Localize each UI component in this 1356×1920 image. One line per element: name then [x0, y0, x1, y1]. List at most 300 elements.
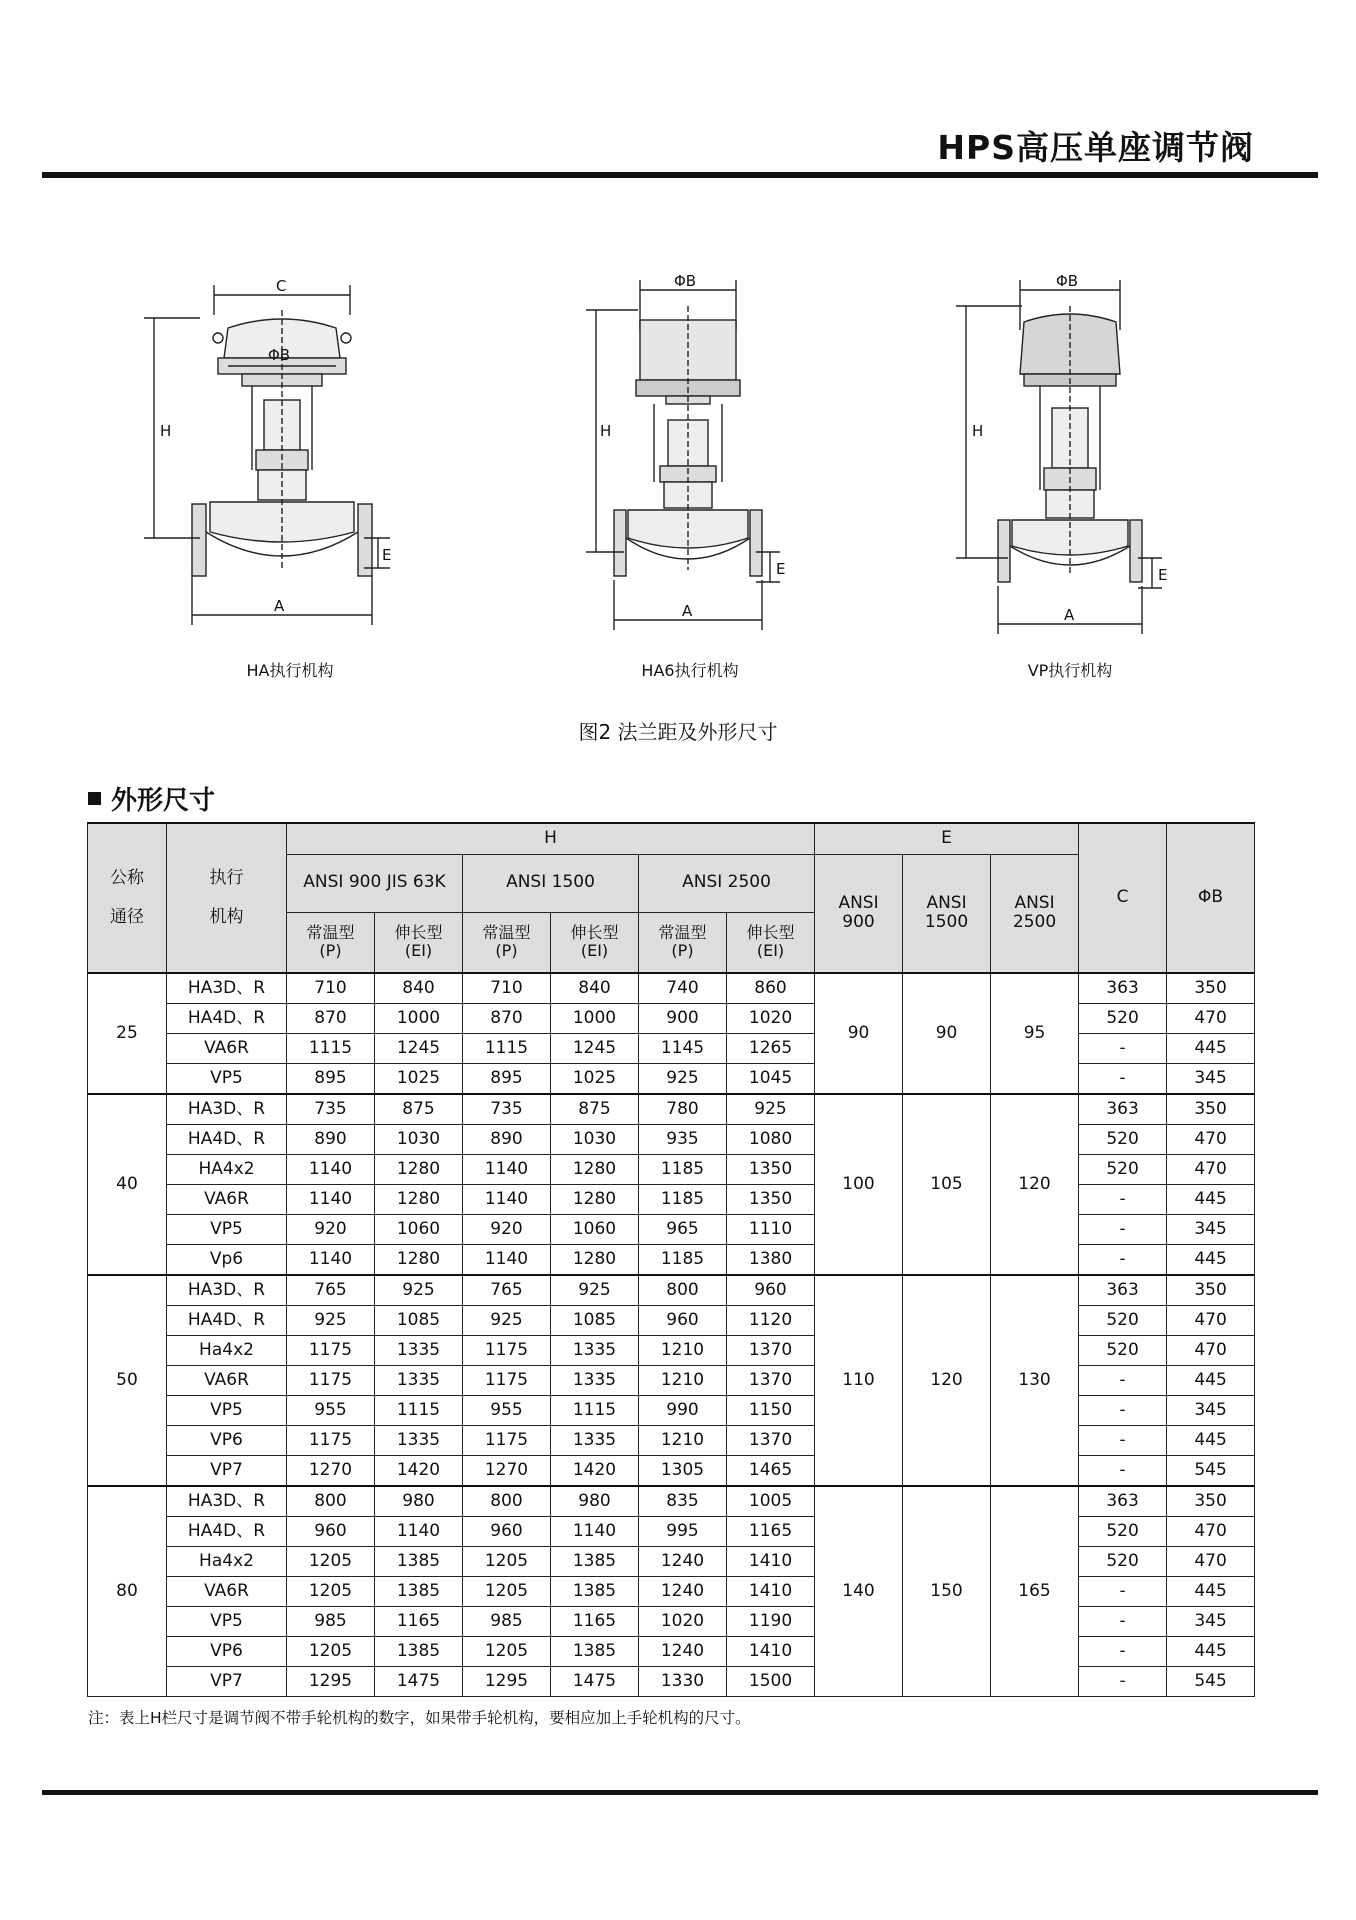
cell-c-value: - [1079, 1185, 1167, 1215]
cell-h-value: 935 [639, 1125, 727, 1155]
cell-c-value: - [1079, 1577, 1167, 1607]
cell-h-value: 900 [639, 1004, 727, 1034]
cell-phib-value: 470 [1167, 1547, 1255, 1577]
cell-h-value: 1205 [463, 1547, 551, 1577]
cell-h-value: 960 [287, 1517, 375, 1547]
figure-vp-actuator [920, 270, 1220, 690]
cell-actuator: VA6R [167, 1577, 287, 1607]
cell-h-value: 1175 [287, 1366, 375, 1396]
cell-actuator: VP5 [167, 1215, 287, 1245]
col-header-ansi900-jis: ANSI 900 JIS 63K [287, 854, 463, 912]
cell-actuator: VA6R [167, 1366, 287, 1396]
cell-c-value: 520 [1079, 1517, 1167, 1547]
dim-label-b: ΦB [674, 272, 697, 290]
cell-h-value: 1150 [727, 1396, 815, 1426]
cell-actuator: Ha4x2 [167, 1547, 287, 1577]
cell-h-value: 1265 [727, 1034, 815, 1064]
dim-label-a: A [1064, 606, 1075, 624]
cell-actuator: HA4D、R [167, 1517, 287, 1547]
cell-c-value: 520 [1079, 1155, 1167, 1185]
cell-h-value: 840 [551, 973, 639, 1004]
cell-h-value: 870 [463, 1004, 551, 1034]
ha-valve-drawing [140, 270, 440, 650]
cell-h-value: 1205 [287, 1547, 375, 1577]
cell-phib-value: 345 [1167, 1607, 1255, 1637]
cell-h-value: 1500 [727, 1667, 815, 1697]
cell-h-value: 1165 [727, 1517, 815, 1547]
cell-h-value: 1240 [639, 1577, 727, 1607]
cell-h-value: 1140 [463, 1155, 551, 1185]
cell-h-value: 1205 [463, 1637, 551, 1667]
table-row [88, 1426, 1255, 1456]
dim-label-e: E [382, 546, 392, 564]
cell-h-value: 1175 [463, 1366, 551, 1396]
cell-actuator: VA6R [167, 1034, 287, 1064]
cell-h-value: 990 [639, 1396, 727, 1426]
cell-h-value: 860 [727, 973, 815, 1004]
cell-h-value: 1205 [287, 1577, 375, 1607]
cell-e-value: 90 [815, 973, 903, 1094]
col-header-e-ansi1500: ANSI 1500 [903, 854, 991, 973]
cell-h-value: 1140 [463, 1245, 551, 1276]
cell-h-value: 1020 [639, 1607, 727, 1637]
cell-h-value: 1420 [551, 1456, 639, 1487]
cell-phib-value: 445 [1167, 1577, 1255, 1607]
col-header-ei: 伸长型 (EI) [727, 912, 815, 973]
cell-h-value: 875 [551, 1094, 639, 1125]
cell-actuator: VP6 [167, 1637, 287, 1667]
cell-h-value: 1110 [727, 1215, 815, 1245]
table-row [88, 1336, 1255, 1366]
cell-c-value: 520 [1079, 1547, 1167, 1577]
cell-h-value: 1185 [639, 1155, 727, 1185]
col-header-ansi2500: ANSI 2500 [639, 854, 815, 912]
cell-e-value: 130 [991, 1275, 1079, 1486]
cell-h-value: 1165 [551, 1607, 639, 1637]
col-header-phib: ΦB [1167, 823, 1255, 973]
cell-phib-value: 350 [1167, 1486, 1255, 1517]
dimensions-table [87, 822, 1255, 1697]
col-header-h: H [287, 823, 815, 854]
cell-h-value: 1175 [287, 1426, 375, 1456]
cell-phib-value: 545 [1167, 1456, 1255, 1487]
cell-actuator: VP5 [167, 1607, 287, 1637]
cell-nominal-diameter: 40 [88, 1094, 167, 1275]
col-header-ansi1500: ANSI 1500 [463, 854, 639, 912]
cell-h-value: 985 [463, 1607, 551, 1637]
table-row [88, 1004, 1255, 1034]
cell-h-value: 1020 [727, 1004, 815, 1034]
cell-h-value: 800 [639, 1275, 727, 1306]
cell-h-value: 1085 [551, 1306, 639, 1336]
cell-h-value: 1140 [375, 1517, 463, 1547]
cell-h-value: 1475 [375, 1667, 463, 1697]
cell-h-value: 1270 [463, 1456, 551, 1487]
cell-h-value: 1115 [463, 1034, 551, 1064]
cell-h-value: 1185 [639, 1245, 727, 1276]
cell-actuator: Vp6 [167, 1245, 287, 1276]
col-header-c: C [1079, 823, 1167, 973]
cell-h-value: 1085 [375, 1306, 463, 1336]
table-row [88, 1396, 1255, 1426]
dim-label-e: E [1158, 566, 1168, 584]
cell-actuator: HA4D、R [167, 1004, 287, 1034]
table-row [88, 1577, 1255, 1607]
cell-h-value: 1175 [463, 1336, 551, 1366]
cell-h-value: 1115 [375, 1396, 463, 1426]
cell-phib-value: 445 [1167, 1426, 1255, 1456]
col-header-e: E [815, 823, 1079, 854]
cell-h-value: 1120 [727, 1306, 815, 1336]
table-row [88, 1155, 1255, 1185]
cell-h-value: 1060 [375, 1215, 463, 1245]
cell-e-value: 110 [815, 1275, 903, 1486]
cell-actuator: HA3D、R [167, 1275, 287, 1306]
cell-h-value: 980 [375, 1486, 463, 1517]
cell-c-value: 520 [1079, 1125, 1167, 1155]
cell-e-value: 105 [903, 1094, 991, 1275]
cell-h-value: 1245 [375, 1034, 463, 1064]
cell-h-value: 875 [375, 1094, 463, 1125]
dim-label-a: A [274, 597, 285, 615]
figure-caption: VP执行机构 [1027, 661, 1113, 680]
cell-h-value: 1410 [727, 1577, 815, 1607]
col-header-p: 常温型 (P) [287, 912, 375, 973]
vp-valve-drawing [920, 270, 1220, 650]
cell-c-value: - [1079, 1215, 1167, 1245]
cell-actuator: Ha4x2 [167, 1336, 287, 1366]
cell-h-value: 1140 [551, 1517, 639, 1547]
dim-label-a: A [682, 602, 693, 620]
cell-h-value: 1420 [375, 1456, 463, 1487]
cell-h-value: 1335 [375, 1336, 463, 1366]
cell-phib-value: 445 [1167, 1034, 1255, 1064]
table-row [88, 1607, 1255, 1637]
cell-h-value: 1330 [639, 1667, 727, 1697]
cell-phib-value: 445 [1167, 1245, 1255, 1276]
cell-h-value: 1280 [375, 1185, 463, 1215]
cell-h-value: 1410 [727, 1547, 815, 1577]
table-row [88, 1547, 1255, 1577]
dim-label-e: E [776, 560, 786, 578]
cell-c-value: - [1079, 1637, 1167, 1667]
figure-caption: HA6执行机构 [641, 661, 739, 680]
dim-label-h: H [972, 422, 984, 440]
cell-h-value: 895 [463, 1064, 551, 1095]
table-row [88, 1667, 1255, 1697]
cell-h-value: 1240 [639, 1637, 727, 1667]
cell-actuator: VP7 [167, 1456, 287, 1487]
cell-h-value: 1385 [551, 1637, 639, 1667]
cell-h-value: 765 [287, 1275, 375, 1306]
table-row [88, 1637, 1255, 1667]
cell-actuator: HA3D、R [167, 1094, 287, 1125]
cell-h-value: 1280 [551, 1245, 639, 1276]
cell-nominal-diameter: 25 [88, 973, 167, 1094]
cell-phib-value: 470 [1167, 1517, 1255, 1547]
table-row [88, 973, 1255, 1004]
square-bullet-icon [88, 792, 101, 805]
cell-h-value: 920 [463, 1215, 551, 1245]
cell-actuator: HA4x2 [167, 1155, 287, 1185]
cell-h-value: 1385 [551, 1577, 639, 1607]
table-row [88, 1517, 1255, 1547]
cell-h-value: 870 [287, 1004, 375, 1034]
cell-actuator: HA3D、R [167, 973, 287, 1004]
cell-h-value: 955 [463, 1396, 551, 1426]
cell-h-value: 710 [287, 973, 375, 1004]
cell-h-value: 1165 [375, 1607, 463, 1637]
cell-phib-value: 345 [1167, 1064, 1255, 1095]
cell-nominal-diameter: 80 [88, 1486, 167, 1697]
cell-h-value: 1370 [727, 1426, 815, 1456]
cell-h-value: 1210 [639, 1336, 727, 1366]
cell-e-value: 120 [991, 1094, 1079, 1275]
cell-h-value: 1175 [287, 1336, 375, 1366]
cell-h-value: 1280 [375, 1245, 463, 1276]
cell-h-value: 840 [375, 973, 463, 1004]
cell-phib-value: 445 [1167, 1185, 1255, 1215]
cell-h-value: 925 [463, 1306, 551, 1336]
cell-h-value: 1210 [639, 1366, 727, 1396]
cell-nominal-diameter: 50 [88, 1275, 167, 1486]
cell-h-value: 1115 [287, 1034, 375, 1064]
figure-title: 图2 法兰距及外形尺寸 [578, 720, 778, 744]
cell-h-value: 1205 [463, 1577, 551, 1607]
cell-h-value: 1080 [727, 1125, 815, 1155]
dim-label-b: ΦB [268, 346, 291, 364]
cell-h-value: 1350 [727, 1185, 815, 1215]
cell-c-value: - [1079, 1034, 1167, 1064]
cell-h-value: 1030 [375, 1125, 463, 1155]
cell-h-value: 735 [463, 1094, 551, 1125]
cell-h-value: 1140 [287, 1185, 375, 1215]
cell-h-value: 1025 [551, 1064, 639, 1095]
cell-c-value: 363 [1079, 973, 1167, 1004]
cell-h-value: 1380 [727, 1245, 815, 1276]
cell-actuator: HA4D、R [167, 1306, 287, 1336]
cell-c-value: - [1079, 1607, 1167, 1637]
cell-c-value: - [1079, 1667, 1167, 1697]
col-header-actuator: 执行 机构 [167, 823, 287, 973]
section-title [88, 780, 215, 817]
dim-label-h: H [160, 422, 172, 440]
table-row [88, 1486, 1255, 1517]
cell-e-value: 100 [815, 1094, 903, 1275]
cell-h-value: 1350 [727, 1155, 815, 1185]
cell-phib-value: 470 [1167, 1336, 1255, 1366]
cell-phib-value: 445 [1167, 1366, 1255, 1396]
cell-h-value: 925 [639, 1064, 727, 1095]
figure-ha6-actuator [540, 270, 840, 690]
cell-h-value: 890 [463, 1125, 551, 1155]
cell-actuator: VA6R [167, 1185, 287, 1215]
cell-h-value: 1245 [551, 1034, 639, 1064]
cell-h-value: 1030 [551, 1125, 639, 1155]
cell-h-value: 890 [287, 1125, 375, 1155]
cell-c-value: 520 [1079, 1336, 1167, 1366]
cell-h-value: 835 [639, 1486, 727, 1517]
cell-h-value: 925 [727, 1094, 815, 1125]
cell-h-value: 1295 [287, 1667, 375, 1697]
cell-actuator: HA3D、R [167, 1486, 287, 1517]
cell-h-value: 1280 [375, 1155, 463, 1185]
cell-h-value: 1140 [287, 1245, 375, 1276]
cell-h-value: 1005 [727, 1486, 815, 1517]
cell-phib-value: 350 [1167, 1094, 1255, 1125]
cell-h-value: 960 [727, 1275, 815, 1306]
cell-h-value: 1175 [463, 1426, 551, 1456]
cell-e-value: 150 [903, 1486, 991, 1697]
cell-h-value: 780 [639, 1094, 727, 1125]
cell-h-value: 1185 [639, 1185, 727, 1215]
cell-c-value: - [1079, 1064, 1167, 1095]
cell-e-value: 95 [991, 973, 1079, 1094]
cell-h-value: 1000 [375, 1004, 463, 1034]
cell-phib-value: 350 [1167, 973, 1255, 1004]
table-row [88, 1306, 1255, 1336]
cell-h-value: 1370 [727, 1336, 815, 1366]
cell-phib-value: 545 [1167, 1667, 1255, 1697]
figure-caption: HA执行机构 [246, 661, 334, 680]
cell-c-value: 520 [1079, 1306, 1167, 1336]
cell-actuator: VP5 [167, 1064, 287, 1095]
cell-actuator: VP5 [167, 1396, 287, 1426]
cell-phib-value: 470 [1167, 1155, 1255, 1185]
cell-phib-value: 445 [1167, 1637, 1255, 1667]
cell-h-value: 1280 [551, 1185, 639, 1215]
cell-phib-value: 470 [1167, 1306, 1255, 1336]
cell-e-value: 165 [991, 1486, 1079, 1697]
cell-h-value: 1140 [287, 1155, 375, 1185]
cell-h-value: 1240 [639, 1547, 727, 1577]
cell-h-value: 1060 [551, 1215, 639, 1245]
cell-h-value: 1000 [551, 1004, 639, 1034]
cell-c-value: 363 [1079, 1094, 1167, 1125]
col-header-p: 常温型 (P) [639, 912, 727, 973]
dim-label-b: ΦB [1056, 272, 1079, 290]
cell-h-value: 1385 [375, 1577, 463, 1607]
cell-h-value: 1370 [727, 1366, 815, 1396]
cell-actuator: VP7 [167, 1667, 287, 1697]
cell-h-value: 1465 [727, 1456, 815, 1487]
cell-h-value: 995 [639, 1517, 727, 1547]
cell-h-value: 1475 [551, 1667, 639, 1697]
dim-label-h: H [600, 422, 612, 440]
table-row [88, 1366, 1255, 1396]
cell-h-value: 965 [639, 1215, 727, 1245]
cell-h-value: 1305 [639, 1456, 727, 1487]
cell-h-value: 1335 [551, 1336, 639, 1366]
cell-e-value: 90 [903, 973, 991, 1094]
table-row [88, 1456, 1255, 1487]
table-row [88, 1185, 1255, 1215]
cell-h-value: 955 [287, 1396, 375, 1426]
cell-c-value: - [1079, 1245, 1167, 1276]
col-header-ei: 伸长型 (EI) [551, 912, 639, 973]
cell-h-value: 980 [551, 1486, 639, 1517]
cell-phib-value: 350 [1167, 1275, 1255, 1306]
cell-c-value: - [1079, 1426, 1167, 1456]
cell-h-value: 740 [639, 973, 727, 1004]
cell-h-value: 1385 [551, 1547, 639, 1577]
cell-h-value: 1385 [375, 1637, 463, 1667]
ha6-valve-drawing [540, 270, 840, 650]
cell-e-value: 140 [815, 1486, 903, 1697]
cell-h-value: 1190 [727, 1607, 815, 1637]
cell-h-value: 765 [463, 1275, 551, 1306]
cell-c-value: 363 [1079, 1275, 1167, 1306]
cell-phib-value: 345 [1167, 1215, 1255, 1245]
cell-h-value: 735 [287, 1094, 375, 1125]
table-row [88, 1125, 1255, 1155]
cell-e-value: 120 [903, 1275, 991, 1486]
table-row [88, 1215, 1255, 1245]
cell-h-value: 960 [463, 1517, 551, 1547]
cell-h-value: 1295 [463, 1667, 551, 1697]
cell-h-value: 800 [287, 1486, 375, 1517]
cell-h-value: 1205 [287, 1637, 375, 1667]
header-rule [42, 172, 1318, 178]
cell-c-value: - [1079, 1396, 1167, 1426]
cell-h-value: 1025 [375, 1064, 463, 1095]
cell-h-value: 925 [551, 1275, 639, 1306]
table-row [88, 1275, 1255, 1306]
cell-h-value: 1335 [551, 1366, 639, 1396]
cell-h-value: 1280 [551, 1155, 639, 1185]
cell-phib-value: 345 [1167, 1396, 1255, 1426]
cell-phib-value: 470 [1167, 1004, 1255, 1034]
cell-h-value: 960 [639, 1306, 727, 1336]
table-row [88, 1245, 1255, 1276]
cell-h-value: 1145 [639, 1034, 727, 1064]
cell-h-value: 1045 [727, 1064, 815, 1095]
cell-actuator: HA4D、R [167, 1125, 287, 1155]
cell-h-value: 710 [463, 973, 551, 1004]
cell-h-value: 1335 [375, 1426, 463, 1456]
col-header-dn: 公称 通径 [88, 823, 167, 973]
cell-h-value: 1115 [551, 1396, 639, 1426]
cell-h-value: 895 [287, 1064, 375, 1095]
cell-c-value: - [1079, 1456, 1167, 1487]
cell-actuator: VP6 [167, 1426, 287, 1456]
footer-rule [42, 1790, 1318, 1795]
page-title: HPS高压单座调节阀 [937, 128, 1254, 167]
cell-h-value: 1140 [463, 1185, 551, 1215]
col-header-ei: 伸长型 (EI) [375, 912, 463, 973]
table-note: 注：表上H栏尺寸是调节阀不带手轮机构的数字，如果带手轮机构，要相应加上手轮机构的尺寸。 [88, 1709, 751, 1727]
cell-h-value: 1410 [727, 1637, 815, 1667]
cell-c-value: 520 [1079, 1004, 1167, 1034]
cell-h-value: 925 [375, 1275, 463, 1306]
cell-phib-value: 470 [1167, 1125, 1255, 1155]
cell-h-value: 985 [287, 1607, 375, 1637]
cell-h-value: 920 [287, 1215, 375, 1245]
cell-c-value: - [1079, 1366, 1167, 1396]
cell-c-value: 363 [1079, 1486, 1167, 1517]
cell-h-value: 1335 [551, 1426, 639, 1456]
figure-ha-actuator [140, 270, 440, 690]
col-header-e-ansi2500: ANSI 2500 [991, 854, 1079, 973]
table-row [88, 1064, 1255, 1095]
cell-h-value: 1335 [375, 1366, 463, 1396]
col-header-e-ansi900: ANSI 900 [815, 854, 903, 973]
cell-h-value: 1210 [639, 1426, 727, 1456]
cell-h-value: 1270 [287, 1456, 375, 1487]
cell-h-value: 1385 [375, 1547, 463, 1577]
col-header-p: 常温型 (P) [463, 912, 551, 973]
table-row [88, 1034, 1255, 1064]
